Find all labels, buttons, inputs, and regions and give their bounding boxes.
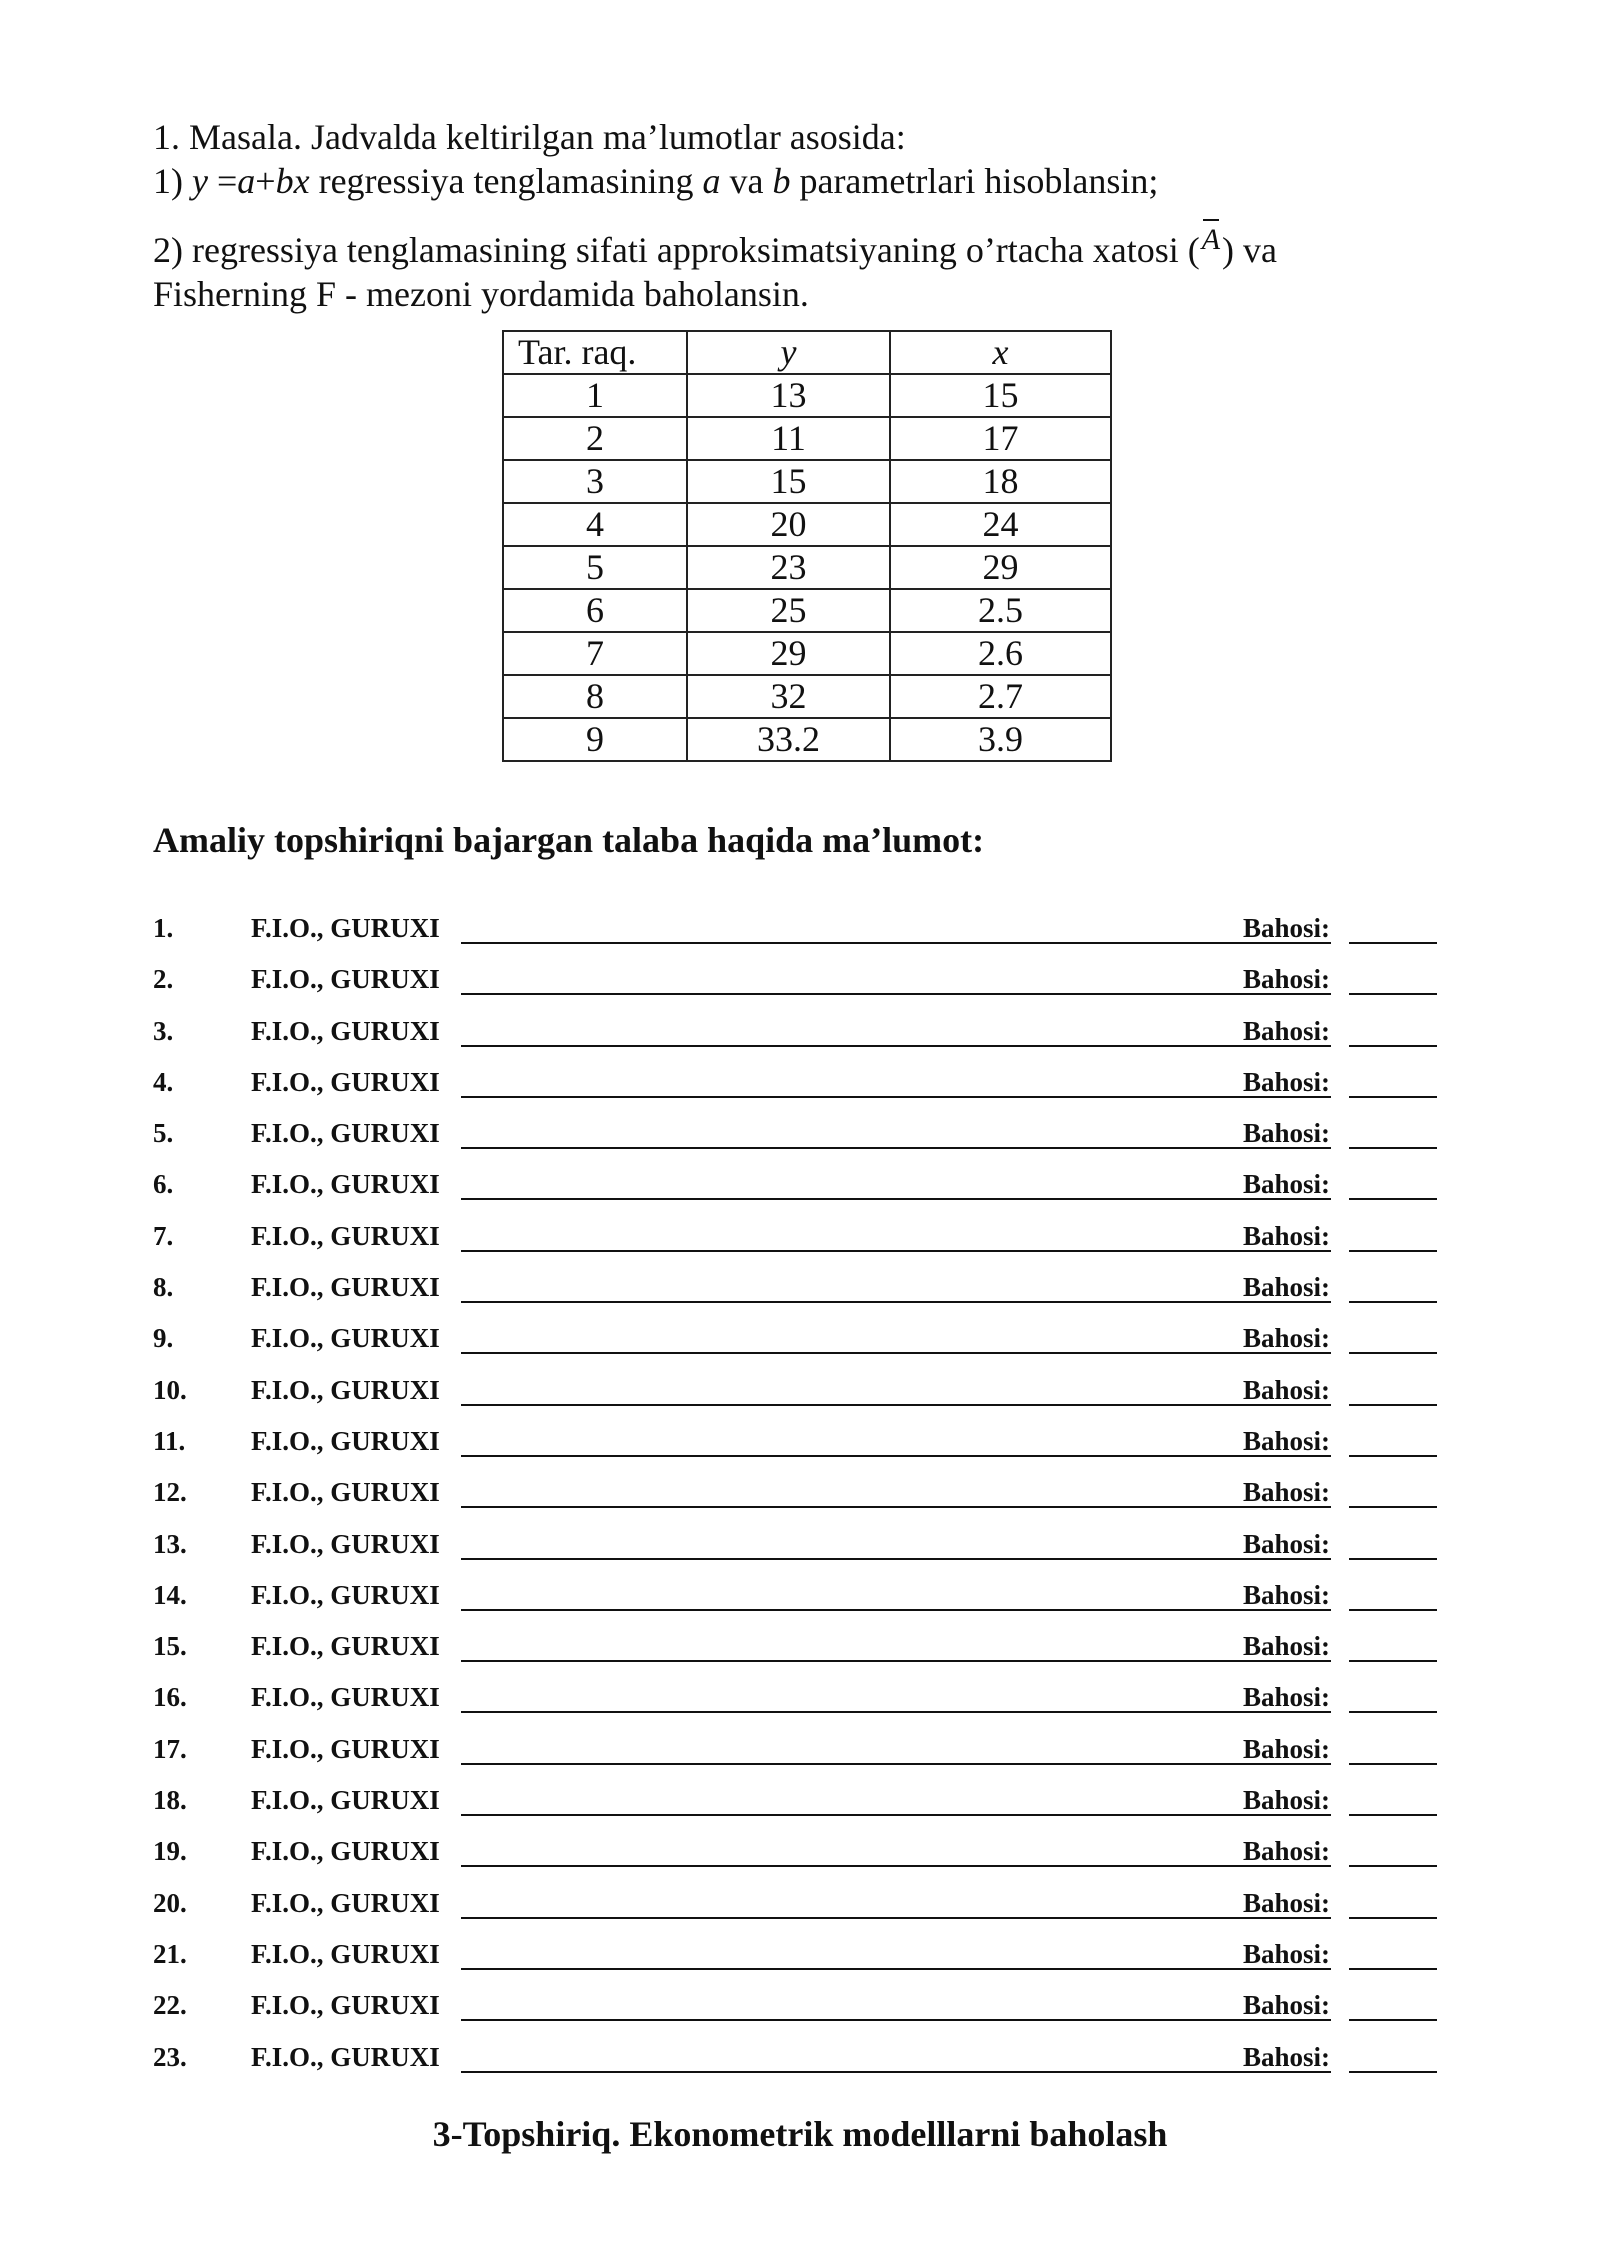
table-cell: 29: [890, 546, 1111, 589]
table-header-index: Tar. raq.: [503, 331, 687, 374]
table-cell: 23: [687, 546, 890, 589]
grade-label: Bahosi:: [1243, 1374, 1331, 1405]
fio-blank-line: [461, 1660, 1331, 1662]
table-cell: 4: [503, 503, 687, 546]
fio-label: F.I.O., GURUXI: [251, 1374, 440, 1405]
table-cell: 11: [687, 417, 890, 460]
table-row: [503, 460, 1111, 503]
grade-label: Bahosi:: [1243, 1066, 1331, 1097]
grade-blank-line: [1349, 2071, 1437, 2073]
grade-blank-line: [1349, 1814, 1437, 1816]
table-cell: 13: [687, 374, 890, 417]
grade-label: Bahosi:: [1243, 1220, 1331, 1251]
student-row: [153, 1059, 1453, 1110]
table-cell: 33.2: [687, 718, 890, 761]
fio-blank-line: [461, 1147, 1331, 1149]
student-row: [153, 956, 1453, 1007]
task-line-3: 2) regressiya tenglamasining sifati approksimatsiyaning o’rtacha xatosi (A) va: [153, 223, 1278, 270]
data-table: [502, 330, 1112, 762]
grade-blank-line: [1349, 942, 1437, 944]
grade-label: Bahosi:: [1243, 964, 1331, 995]
student-row: [153, 1161, 1453, 1212]
student-row-number: 7.: [153, 1220, 174, 1251]
student-row-number: 10.: [153, 1374, 187, 1405]
fio-label: F.I.O., GURUXI: [251, 1682, 440, 1713]
fio-label: F.I.O., GURUXI: [251, 1887, 440, 1918]
grade-blank-line: [1349, 1865, 1437, 1867]
fio-blank-line: [461, 1404, 1331, 1406]
student-row-number: 18.: [153, 1785, 187, 1816]
table-header-row: [503, 331, 1111, 374]
table-row: [503, 632, 1111, 675]
task-line-1: 1. Masala. Jadvalda keltirilgan ma’lumotlar asosida:: [153, 117, 906, 157]
fio-blank-line: [461, 1711, 1331, 1713]
grade-label: Bahosi:: [1243, 1938, 1331, 1969]
table-cell: 2.5: [890, 589, 1111, 632]
fio-blank-line: [461, 993, 1331, 995]
fio-label: F.I.O., GURUXI: [251, 1938, 440, 1969]
student-row: [153, 1521, 1453, 1572]
student-row: [153, 1623, 1453, 1674]
fio-blank-line: [461, 1352, 1331, 1354]
student-row: [153, 2034, 1453, 2085]
grade-label: Bahosi:: [1243, 913, 1331, 943]
fio-label: F.I.O., GURUXI: [251, 964, 440, 995]
grade-blank-line: [1349, 1968, 1437, 1970]
fio-label: F.I.O., GURUXI: [251, 1836, 440, 1867]
fio-label: F.I.O., GURUXI: [251, 1990, 440, 2021]
student-row-number: 23.: [153, 2041, 187, 2072]
table-cell: 29: [687, 632, 890, 675]
grade-label: Bahosi:: [1243, 1272, 1331, 1303]
table-cell: 7: [503, 632, 687, 675]
fio-blank-line: [461, 1455, 1331, 1457]
grade-blank-line: [1349, 1506, 1437, 1508]
grade-blank-line: [1349, 1558, 1437, 1560]
table-row: [503, 589, 1111, 632]
table-cell: 5: [503, 546, 687, 589]
student-row: [153, 1828, 1453, 1879]
fio-label: F.I.O., GURUXI: [251, 1425, 440, 1456]
grade-blank-line: [1349, 1763, 1437, 1765]
grade-blank-line: [1349, 1609, 1437, 1611]
grade-label: Bahosi:: [1243, 1887, 1331, 1918]
grade-label: Bahosi:: [1243, 1682, 1331, 1713]
student-row-number: 17.: [153, 1733, 187, 1764]
student-row: [153, 1572, 1453, 1623]
table-cell: 9: [503, 718, 687, 761]
fio-blank-line: [461, 1865, 1331, 1867]
table-row: [503, 546, 1111, 589]
fio-blank-line: [461, 1198, 1331, 1200]
grade-label: Bahosi:: [1243, 1118, 1331, 1149]
fio-blank-line: [461, 1045, 1331, 1047]
table-cell: 2.7: [890, 675, 1111, 718]
table-cell: 18: [890, 460, 1111, 503]
table-row: [503, 503, 1111, 546]
fio-label: F.I.O., GURUXI: [251, 913, 440, 943]
mean-error-symbol: A: [1201, 223, 1221, 256]
grade-blank-line: [1349, 1917, 1437, 1919]
fio-label: F.I.O., GURUXI: [251, 1220, 440, 1251]
student-row-number: 9.: [153, 1323, 174, 1354]
student-row: [153, 1982, 1453, 2033]
table-cell: 2.6: [890, 632, 1111, 675]
table-row: [503, 374, 1111, 417]
student-row-number: 19.: [153, 1836, 187, 1867]
student-row: [153, 1418, 1453, 1469]
fio-blank-line: [461, 1968, 1331, 1970]
student-row-number: 8.: [153, 1272, 174, 1303]
table-header-x: x: [890, 331, 1111, 374]
fio-blank-line: [461, 1250, 1331, 1252]
fio-label: F.I.O., GURUXI: [251, 1169, 440, 1200]
table-cell: 1: [503, 374, 687, 417]
fio-label: F.I.O., GURUXI: [251, 1631, 440, 1662]
table-cell: 3: [503, 460, 687, 503]
student-list: [153, 905, 1453, 2085]
fio-label: F.I.O., GURUXI: [251, 1272, 440, 1303]
student-row: [153, 905, 1453, 956]
grade-label: Bahosi:: [1243, 1631, 1331, 1662]
footer-title: 3-Topshiriq. Ekonometrik modelllarni baholash: [432, 2114, 1168, 2154]
fio-label: F.I.O., GURUXI: [251, 1066, 440, 1097]
fio-label: F.I.O., GURUXI: [251, 1015, 440, 1046]
grade-label: Bahosi:: [1243, 1015, 1331, 1046]
table-cell: 6: [503, 589, 687, 632]
fio-blank-line: [461, 1558, 1331, 1560]
table-row: [503, 417, 1111, 460]
table-cell: 15: [687, 460, 890, 503]
fio-label: F.I.O., GURUXI: [251, 1528, 440, 1559]
table-cell: 24: [890, 503, 1111, 546]
grade-blank-line: [1349, 1455, 1437, 1457]
student-row: [153, 1931, 1453, 1982]
fio-blank-line: [461, 1096, 1331, 1098]
student-row: [153, 1213, 1453, 1264]
grade-label: Bahosi:: [1243, 1169, 1331, 1200]
section-title: Amaliy topshiriqni bajargan talaba haqida ma’lumot:: [153, 820, 985, 860]
student-row-number: 12.: [153, 1477, 187, 1508]
student-row: [153, 1315, 1453, 1366]
student-row-number: 13.: [153, 1528, 187, 1559]
grade-label: Bahosi:: [1243, 1477, 1331, 1508]
student-row-number: 15.: [153, 1631, 187, 1662]
grade-blank-line: [1349, 1250, 1437, 1252]
table-cell: 3.9: [890, 718, 1111, 761]
fio-blank-line: [461, 2019, 1331, 2021]
fio-blank-line: [461, 1609, 1331, 1611]
fio-blank-line: [461, 942, 1331, 944]
student-row: [153, 1367, 1453, 1418]
student-row-number: 16.: [153, 1682, 187, 1713]
grade-blank-line: [1349, 1045, 1437, 1047]
table-cell: 17: [890, 417, 1111, 460]
grade-blank-line: [1349, 2019, 1437, 2021]
grade-label: Bahosi:: [1243, 1528, 1331, 1559]
grade-blank-line: [1349, 1147, 1437, 1149]
fio-label: F.I.O., GURUXI: [251, 1477, 440, 1508]
fio-label: F.I.O., GURUXI: [251, 2041, 440, 2072]
grade-label: Bahosi:: [1243, 1733, 1331, 1764]
fio-blank-line: [461, 1301, 1331, 1303]
fio-label: F.I.O., GURUXI: [251, 1733, 440, 1764]
student-row: [153, 1674, 1453, 1725]
table-body: [503, 374, 1111, 761]
grade-blank-line: [1349, 1660, 1437, 1662]
table-cell: 2: [503, 417, 687, 460]
grade-blank-line: [1349, 1198, 1437, 1200]
student-row: [153, 1469, 1453, 1520]
fio-label: F.I.O., GURUXI: [251, 1118, 440, 1149]
table-cell: 8: [503, 675, 687, 718]
fio-blank-line: [461, 1506, 1331, 1508]
student-row-number: 20.: [153, 1887, 187, 1918]
grade-label: Bahosi:: [1243, 1836, 1331, 1867]
student-row: [153, 1008, 1453, 1059]
student-row-number: 2.: [153, 964, 174, 995]
table-row: [503, 718, 1111, 761]
student-row-number: 11.: [153, 1425, 186, 1456]
grade-blank-line: [1349, 1352, 1437, 1354]
grade-label: Bahosi:: [1243, 1990, 1331, 2021]
fio-label: F.I.O., GURUXI: [251, 1579, 440, 1610]
grade-label: Bahosi:: [1243, 1579, 1331, 1610]
grade-blank-line: [1349, 1711, 1437, 1713]
student-row-number: 14.: [153, 1579, 187, 1610]
student-row: [153, 1777, 1453, 1828]
table-cell: 20: [687, 503, 890, 546]
fio-label: F.I.O., GURUXI: [251, 1785, 440, 1816]
fio-blank-line: [461, 1763, 1331, 1765]
student-row-number: 3.: [153, 1015, 174, 1046]
fio-blank-line: [461, 1917, 1331, 1919]
grade-label: Bahosi:: [1243, 1323, 1331, 1354]
task-line-4: Fisherning F - mezoni yordamida baholansin.: [153, 274, 809, 314]
student-row-number: 21.: [153, 1938, 187, 1969]
fio-blank-line: [461, 1814, 1331, 1816]
student-row-number: 22.: [153, 1990, 187, 2021]
grade-blank-line: [1349, 1404, 1437, 1406]
grade-label: Bahosi:: [1243, 1425, 1331, 1456]
grade-label: Bahosi:: [1243, 2041, 1331, 2072]
table-cell: 32: [687, 675, 890, 718]
student-row-number: 6.: [153, 1169, 174, 1200]
fio-blank-line: [461, 2071, 1331, 2073]
student-row: [153, 1880, 1453, 1931]
grade-label: Bahosi:: [1243, 1785, 1331, 1816]
table-row: [503, 675, 1111, 718]
student-row-number: 5.: [153, 1118, 174, 1149]
student-row: [153, 1264, 1453, 1315]
table-cell: 25: [687, 589, 890, 632]
task-line-2: 1) y =a+bx regressiya tenglamasining a va b parametrlari hisoblansin;: [153, 161, 1159, 201]
task-description: [153, 115, 1453, 316]
student-row: [153, 1726, 1453, 1777]
fio-label: F.I.O., GURUXI: [251, 1323, 440, 1354]
grade-blank-line: [1349, 993, 1437, 995]
student-row-number: 1.: [153, 913, 174, 943]
table-header-y: y: [687, 331, 890, 374]
table-cell: 15: [890, 374, 1111, 417]
grade-blank-line: [1349, 1096, 1437, 1098]
grade-blank-line: [1349, 1301, 1437, 1303]
student-row-number: 4.: [153, 1066, 174, 1097]
student-row: [153, 1110, 1453, 1161]
